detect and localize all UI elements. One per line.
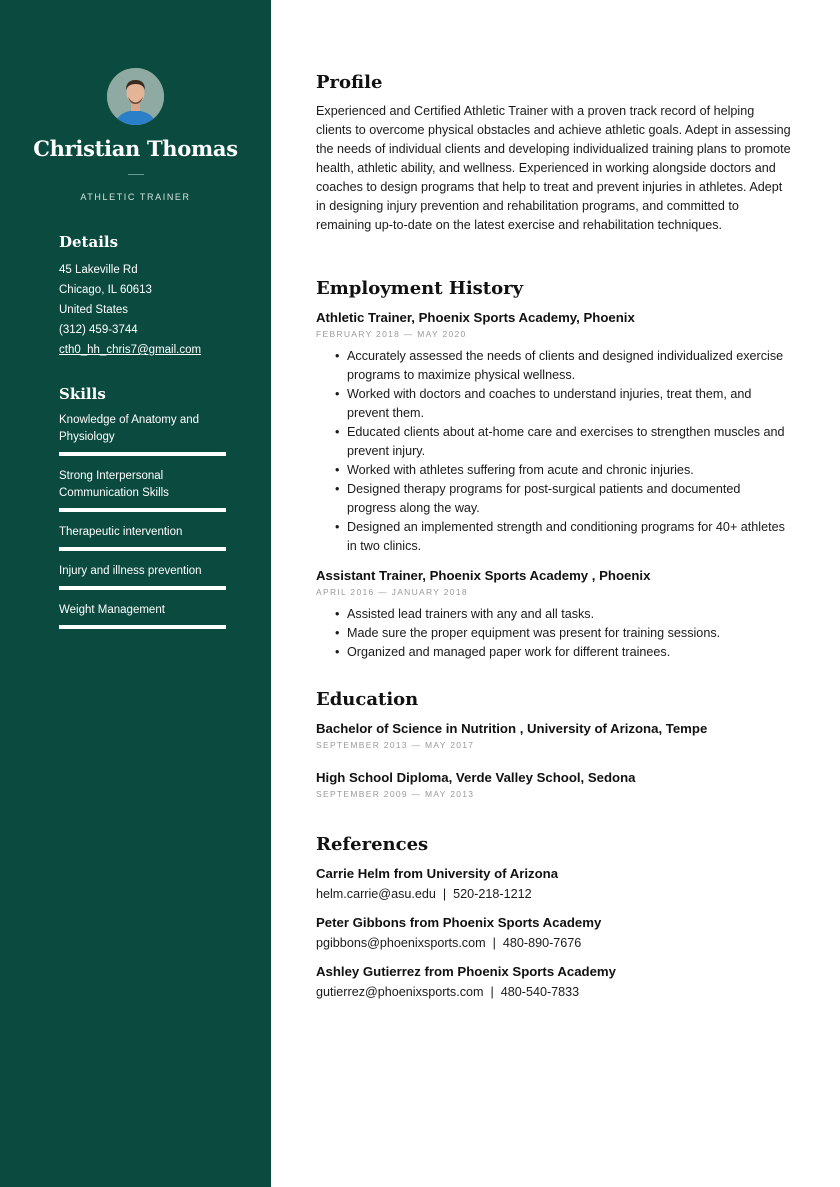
skill-label: Injury and illness prevention <box>59 565 202 577</box>
job-title: Assistant Trainer, Phoenix Sports Academy , Phoenix <box>316 568 651 583</box>
references-heading: References <box>316 834 429 855</box>
job-title: Athletic Trainer, Phoenix Sports Academy, Phoenix <box>316 310 635 325</box>
job-entry <box>316 568 791 662</box>
skill-level-fill <box>59 452 226 456</box>
skill-level-fill <box>59 508 226 512</box>
skill-item <box>59 602 226 629</box>
education-dates: SEPTEMBER 2013 — MAY 2017 <box>316 740 475 750</box>
references-list <box>316 866 791 999</box>
skills-list <box>59 412 226 641</box>
country: United States <box>59 304 129 316</box>
skill-level-bar <box>59 452 226 456</box>
education-list <box>316 721 791 799</box>
divider <box>128 174 144 175</box>
employment-heading: Employment History <box>316 278 524 299</box>
skill-level-bar <box>59 625 226 629</box>
bullet-item: • Worked with doctors and coaches to understand injuries, treat them, and prevent them. <box>347 385 791 423</box>
bullet-item: • Worked with athletes suffering from acute and chronic injuries. <box>347 461 791 480</box>
details-heading: Details <box>59 233 119 251</box>
skill-level-bar <box>59 508 226 512</box>
profile-heading: Profile <box>316 72 383 93</box>
reference-name: Peter Gibbons from Phoenix Sports Academy <box>316 915 602 930</box>
details-list <box>59 260 201 360</box>
reference-name: Carrie Helm from University of Arizona <box>316 866 559 881</box>
skill-label: Weight Management <box>59 604 165 616</box>
skill-label: Knowledge of Anatomy and Physiology <box>59 414 200 443</box>
education-heading: Education <box>316 689 419 710</box>
skill-item <box>59 563 226 590</box>
job-entry <box>316 310 791 556</box>
bullet-item: • Made sure the proper equipment was present for training sessions. <box>347 624 791 643</box>
sidebar <box>0 0 271 1187</box>
reference-entry <box>316 915 791 950</box>
skill-item <box>59 468 226 512</box>
bullet-item: • Organized and managed paper work for different trainees. <box>347 643 791 662</box>
reference-contact: gutierrez@phoenixsports.com | 480-540-7833 <box>316 985 580 999</box>
address-line2: Chicago, IL 60613 <box>59 284 152 296</box>
skill-item <box>59 524 226 551</box>
job-bullets <box>347 605 791 662</box>
skills-heading: Skills <box>59 385 106 403</box>
job-bullets <box>347 347 791 556</box>
phone: (312) 459-3744 <box>59 324 138 336</box>
reference-entry <box>316 964 791 999</box>
reference-name: Ashley Gutierrez from Phoenix Sports Academy <box>316 964 616 979</box>
education-dates: SEPTEMBER 2009 — MAY 2013 <box>316 789 475 799</box>
candidate-name: Christian Thomas <box>33 136 238 161</box>
education-entry <box>316 770 791 799</box>
skill-level-fill <box>59 625 226 629</box>
bullet-item: • Assisted lead trainers with any and all tasks. <box>347 605 791 624</box>
bullet-item: • Designed an implemented strength and conditioning programs for 40+ athletes in two clinics. <box>347 518 791 556</box>
email-link[interactable]: cth0_hh_chris7@gmail.com <box>59 344 202 356</box>
skill-level-bar <box>59 586 226 590</box>
skill-label: Therapeutic intervention <box>59 526 183 538</box>
degree-title: High School Diploma, Verde Valley School, Sedona <box>316 770 636 785</box>
skill-item <box>59 412 226 456</box>
education-entry <box>316 721 791 750</box>
reference-contact: pgibbons@phoenixsports.com | 480-890-7676 <box>316 936 582 950</box>
skill-level-fill <box>59 547 226 551</box>
skill-level-bar <box>59 547 226 551</box>
address-line1: 45 Lakeville Rd <box>59 264 138 276</box>
skill-level-fill <box>59 586 226 590</box>
reference-entry <box>316 866 791 901</box>
degree-title: Bachelor of Science in Nutrition , University of Arizona, Tempe <box>316 721 708 736</box>
profile-text: Experienced and Certified Athletic Trainer with a proven track record of helping clients to overcome physical obstacles and achieve athletic goals. Adept in assessing the needs of individual clients and developing individualized training plans to promote health, athletic ability, and wellness. Experienced in working alongside doctors and coaches to design programs that help to treat and prevent injuries in athletes. Adept in designing injury prevention and rehabilitation programs, and committed to remaining up-to-date on the latest exercise and rehabilitation techniques. <box>316 104 791 232</box>
bullet-item: • Educated clients about at-home care and exercises to strengthen muscles and prevent injury. <box>347 423 791 461</box>
bullet-item: • Accurately assessed the needs of clients and designed individualized exercise programs to maximize physical wellness. <box>347 347 791 385</box>
skill-label: Strong Interpersonal Communication Skills <box>59 470 169 499</box>
job-dates: APRIL 2016 — JANUARY 2018 <box>316 587 468 597</box>
employment-list <box>316 310 791 662</box>
reference-contact: helm.carrie@asu.edu | 520-218-1212 <box>316 887 532 901</box>
job-dates: FEBRUARY 2018 — MAY 2020 <box>316 329 467 339</box>
job-title: ATHLETIC TRAINER <box>80 192 191 202</box>
avatar <box>107 68 164 125</box>
bullet-item: • Designed therapy programs for post-surgical patients and documented progress along the way. <box>347 480 791 518</box>
